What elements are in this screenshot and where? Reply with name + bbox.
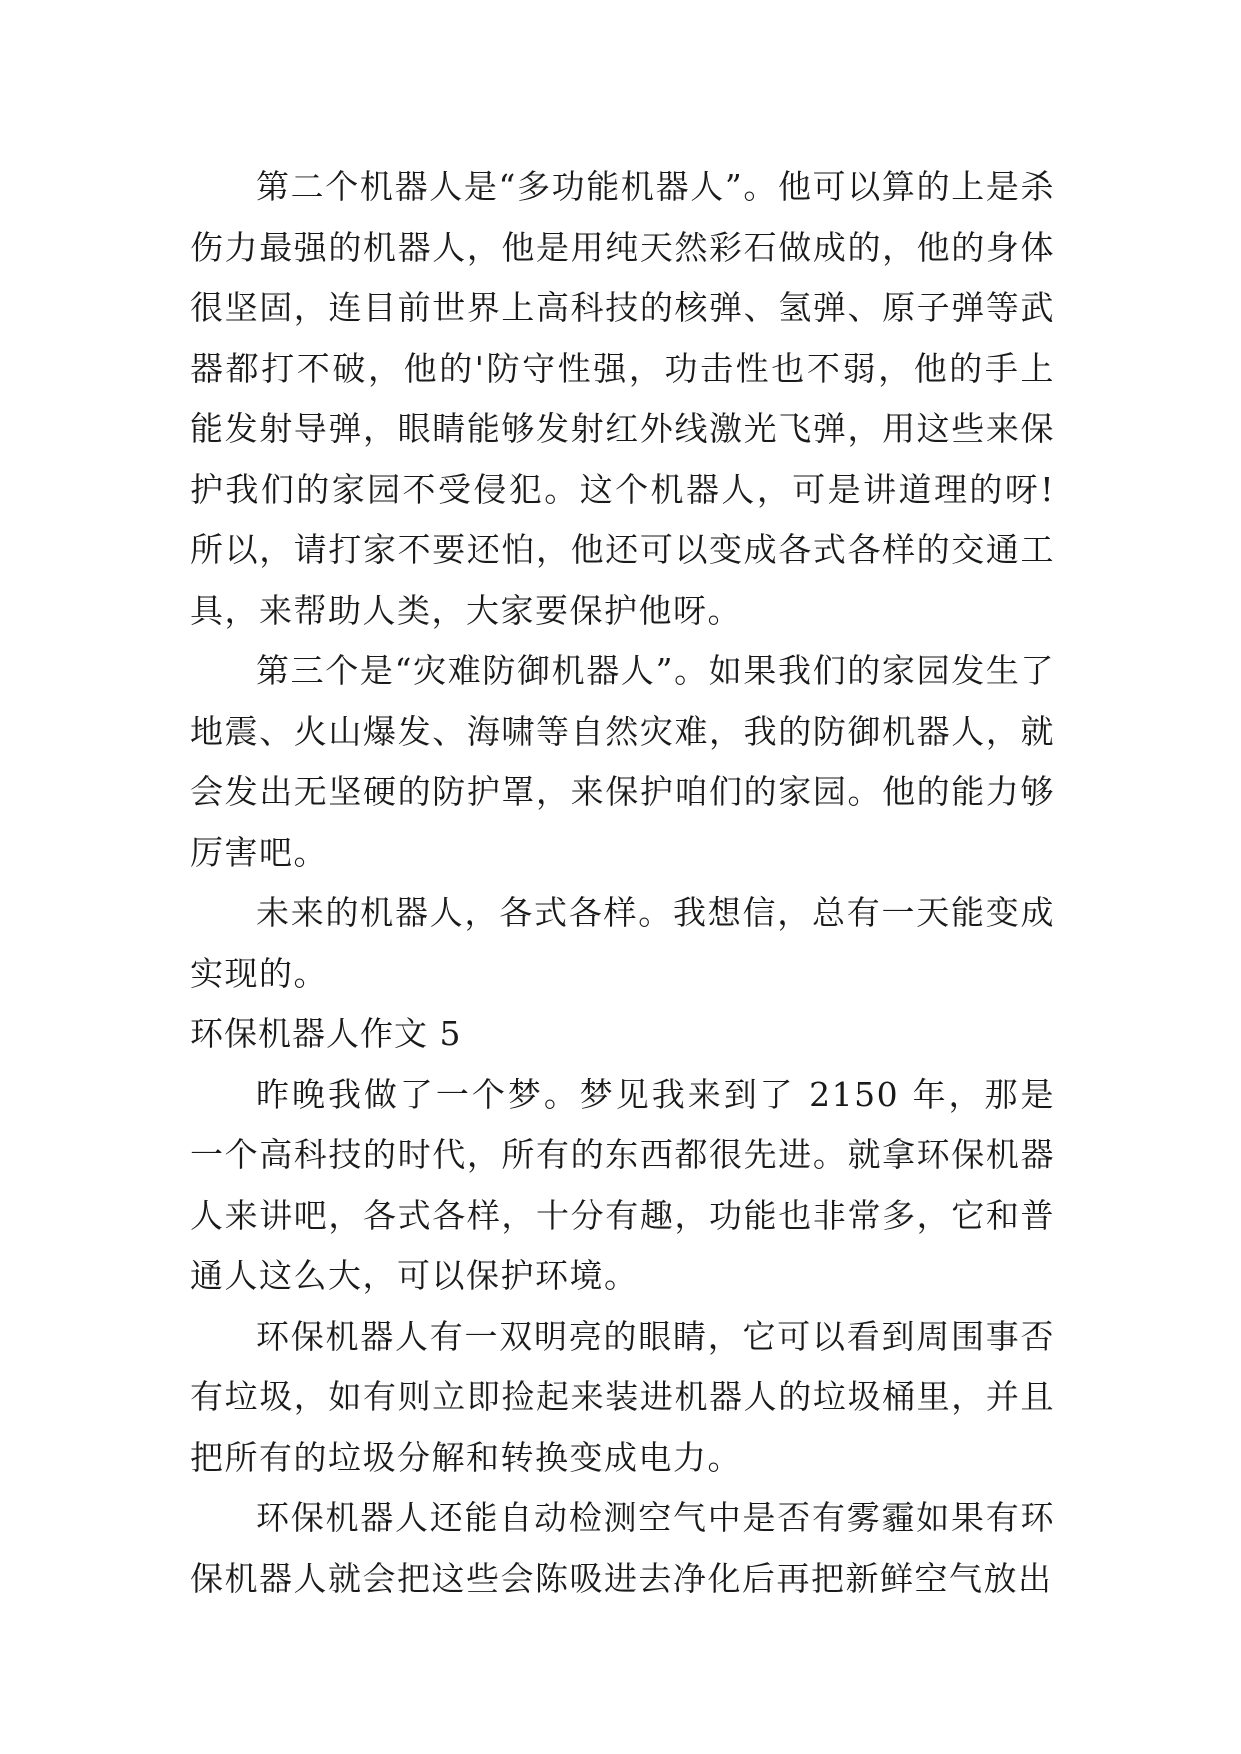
paragraph-future-robots: 未来的机器人，各式各样。我想信，总有一天能变成实现的。: [190, 893, 1055, 993]
document-body: [190, 157, 1055, 1609]
section-heading: 环保机器人作文 5: [190, 1014, 462, 1053]
paragraph-air-detection: 环保机器人还能自动检测空气中是否有雾霾如果有环保机器人就会把这些会陈吸进去净化后再把新鲜空气放出: [190, 1498, 1055, 1598]
paragraph-robot-three: 第三个是“灾难防御机器人”。如果我们的家园发生了地震、火山爆发、海啸等自然灾难，我的防御机器人，就会发出无坚硬的防护罩，来保护咱们的家园。他的能力够厉害吧。: [190, 651, 1055, 872]
paragraph-eyes: 环保机器人有一双明亮的眼睛，它可以看到周围事否有垃圾，如有则立即捡起来装进机器人的垃圾桶里，并且把所有的垃圾分解和转换变成电力。: [190, 1316, 1055, 1477]
paragraph-robot-two: 第二个机器人是“多功能机器人”。他可以算的上是杀伤力最强的机器人，他是用纯天然彩石做成的，他的身体很坚固，连目前世界上高科技的核弹、氢弹、原子弹等武器都打不破，他的'防守性强，功击性也不弱，他的手上能发射导弹，眼睛能够发射红外线激光飞弹，用这些来保护我们的家园不受侵犯。这个机器人，可是讲道理的呀!所以，请打家不要还怕，他还可以变成各式各样的交通工具，来帮助人类，大家要保护他呀。: [190, 167, 1055, 630]
paragraph-dream: 昨晚我做了一个梦。梦见我来到了 2150 年，那是一个高科技的时代，所有的东西都很先进。就拿环保机器人来讲吧，各式各样，十分有趣，功能也非常多，它和普通人这么大，可以保护环境。: [190, 1074, 1055, 1295]
